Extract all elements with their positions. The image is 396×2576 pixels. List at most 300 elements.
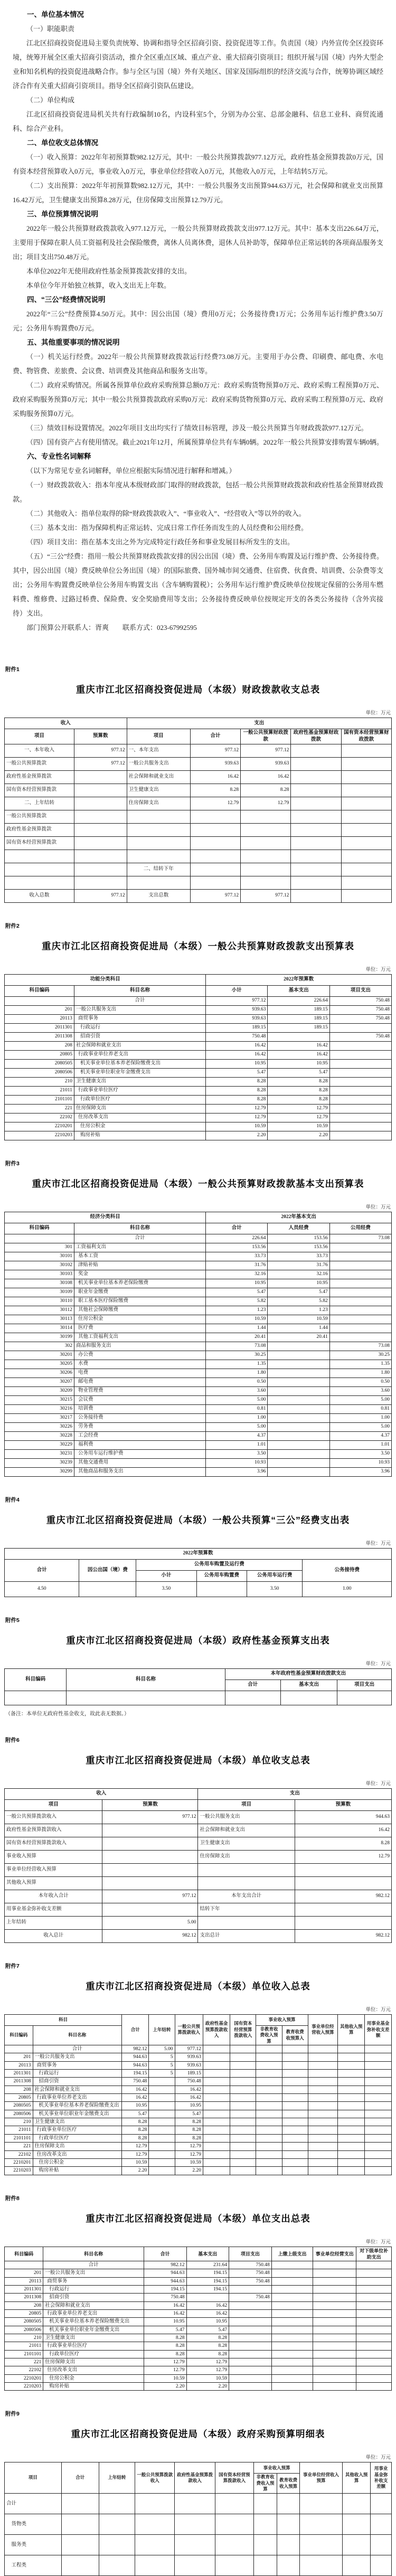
table-cell: 194.15 <box>186 2285 229 2293</box>
table-cell <box>356 2358 392 2366</box>
table-cell: 30201 <box>5 1351 74 1360</box>
table-cell: 办公费 <box>74 1351 205 1360</box>
table-cell <box>308 2167 337 2175</box>
table-cell: 2011308 <box>5 1032 74 1041</box>
table-cell: 公务用车运行维护费 <box>74 1449 205 1458</box>
column-header: 公务用车运行费 <box>247 1570 303 1581</box>
column-header: 本年政府性基金预算财政拨款支出 <box>225 1668 391 1679</box>
budget-table <box>4 718 392 903</box>
table-cell: 944.63 <box>122 2053 149 2061</box>
table-cell <box>5 1234 74 1243</box>
table-cell: 2.20 <box>175 2167 203 2175</box>
table-cell <box>203 2126 230 2134</box>
table-cell <box>241 810 291 823</box>
table-cell: 977.12 <box>102 1890 198 1903</box>
table-cell <box>341 744 391 757</box>
table-cell: 2210201 <box>5 2374 43 2382</box>
table-row <box>5 1288 392 1297</box>
attachment-label: 附件3 <box>5 1160 20 1167</box>
table-cell <box>256 2158 282 2166</box>
table-cell <box>74 770 127 784</box>
table-row <box>5 2374 392 2382</box>
table-cell <box>338 2078 365 2086</box>
table-cell <box>338 2086 365 2093</box>
table-cell: 750.48 <box>206 1032 268 1041</box>
table-cell <box>241 836 291 850</box>
attachment-label: 附件2 <box>5 922 20 929</box>
table-cell <box>291 823 341 836</box>
table-cell <box>268 1360 329 1369</box>
table-cell: 21011 <box>5 1086 74 1095</box>
paragraph: （二）其他收入：指单位取得的除“财政拨款收入”、“事业收入”、“经营收入”等以外的收入。 <box>26 509 306 517</box>
table-cell: 3.96 <box>329 1467 391 1476</box>
table-cell <box>203 2070 230 2078</box>
column-header: 项目支出 <box>329 985 391 996</box>
table-cell: 194.15 <box>186 2269 229 2277</box>
table-cell <box>230 2110 256 2118</box>
header-row <box>5 1223 392 1234</box>
attachment-5 <box>0 1616 396 1717</box>
table-cell <box>127 810 190 823</box>
attachment-label: 附件5 <box>5 1617 20 1624</box>
table-cell: 226.64 <box>268 996 329 1005</box>
table-cell: 20113 <box>5 2277 43 2285</box>
table-cell: 5 <box>149 2061 175 2069</box>
table-cell: 2.20 <box>268 1131 329 1140</box>
table-cell <box>338 2134 365 2142</box>
table-cell <box>282 2102 308 2110</box>
column-header: 事业单位经营收入预算 <box>300 2462 343 2493</box>
paragraph: （一）职能职责 <box>26 25 75 33</box>
table-row <box>5 1431 392 1440</box>
table-cell: 行政运行 <box>74 1023 205 1032</box>
table-cell <box>365 2118 392 2126</box>
table-cell: 一般公共服务支出 <box>127 757 190 770</box>
table-cell <box>329 1324 391 1333</box>
table-row <box>5 2118 392 2126</box>
table-row <box>5 1050 392 1059</box>
table-cell: 16.42 <box>268 1050 329 1059</box>
table-row <box>5 2534 392 2555</box>
column-header: 国有资本经营预算财政拨款 <box>341 729 391 744</box>
table-cell: 977.12 <box>241 744 291 757</box>
table-cell: 其他社会保障缴费 <box>74 1306 205 1315</box>
table-cell: 邮电费 <box>74 1377 205 1386</box>
table-cell: 5.47 <box>122 2110 149 2118</box>
table-cell <box>282 2126 308 2134</box>
table-cell <box>203 2158 230 2166</box>
table-cell: 2080505 <box>5 2102 33 2110</box>
table-row <box>5 2555 392 2575</box>
table-cell <box>230 2045 256 2053</box>
table-cell: 3.50 <box>247 1581 303 1597</box>
table-row <box>5 850 392 863</box>
table-cell <box>371 2493 392 2514</box>
table-cell: 20113 <box>5 2061 33 2069</box>
table-row <box>5 1324 392 1333</box>
budget-table <box>4 1212 392 1477</box>
table-row <box>5 1252 392 1261</box>
table-cell: 1.01 <box>206 1440 268 1449</box>
table-cell: 二、上年结转 <box>5 797 74 810</box>
table-cell <box>230 2118 256 2126</box>
table-cell <box>282 2045 308 2053</box>
table-cell: 行政事业单位医疗 <box>43 2342 144 2350</box>
table-cell: 3.50 <box>136 1581 196 1597</box>
table-cell <box>271 2342 313 2350</box>
table-cell <box>291 810 341 823</box>
table-cell: 982.12 <box>144 2261 186 2269</box>
column-header: 非教育收费收入预算 <box>256 2025 282 2045</box>
table-cell: 社会保障和就业支出 <box>74 1041 205 1050</box>
table-cell: 5.00 <box>206 1422 268 1431</box>
table-row <box>5 1691 392 1705</box>
table-row <box>5 2358 392 2366</box>
table-cell <box>190 810 240 823</box>
table-cell <box>74 836 127 850</box>
column-header: 小计 <box>206 985 268 996</box>
paragraph: （四）项目支出：指在基本支出之外为完成特定行政任务和事业发展目标所发生的支出。 <box>26 538 295 546</box>
table-row <box>5 1014 392 1023</box>
table-cell: 944.63 <box>144 2269 186 2277</box>
table-cell: 水费 <box>74 1360 205 1369</box>
table-cell <box>203 2053 230 2061</box>
table-cell: 10.59 <box>268 1122 329 1131</box>
table-cell <box>186 2294 229 2301</box>
column-header: 科目名称 <box>74 1223 205 1234</box>
table-cell: 5.00 <box>206 1395 268 1404</box>
table-cell: 10.93 <box>206 1458 268 1467</box>
table-cell: 行政事业单位养老支出 <box>74 1050 205 1059</box>
header-row <box>5 1212 392 1223</box>
table-cell: 977.12 <box>74 744 127 757</box>
table-cell <box>356 2374 392 2382</box>
table-row <box>5 2382 392 2390</box>
table-cell <box>74 863 127 876</box>
table-cell: 1.00 <box>303 1581 392 1597</box>
table-row <box>5 1395 392 1404</box>
table-cell <box>229 2309 272 2317</box>
table-cell: 982.12 <box>122 2045 149 2053</box>
table-cell <box>282 2053 308 2061</box>
table-cell <box>198 1916 295 1929</box>
table-cell: 20805 <box>5 2094 33 2102</box>
table-cell: 住房保障支出 <box>127 797 190 810</box>
table-cell: 189.15 <box>206 1023 268 1032</box>
table-cell <box>127 850 190 863</box>
table-cell <box>230 2158 256 2166</box>
table-row <box>5 2309 392 2317</box>
table-cell: 16.42 <box>190 770 240 784</box>
table-cell <box>61 2555 99 2575</box>
table-cell: 977.12 <box>241 889 291 902</box>
budget-table <box>4 2247 392 2391</box>
header-row <box>5 2462 392 2474</box>
column-header: 基本支出 <box>186 2247 229 2261</box>
table-cell: 一般公共预算拨款收入 <box>5 1810 102 1824</box>
table-cell: 21011 <box>5 2342 43 2350</box>
column-header: 政府性基金预算财政拨款 <box>291 729 341 744</box>
column-header: 公务用车购置费 <box>196 1570 247 1581</box>
table-row <box>5 2514 392 2534</box>
table-cell: 奖金 <box>74 1270 205 1279</box>
table-cell <box>135 2555 175 2575</box>
table-header <box>5 2014 392 2045</box>
table-cell: 5 <box>149 2070 175 2078</box>
table-cell: 10.95 <box>122 2102 149 2110</box>
table-cell <box>229 2374 272 2382</box>
table-cell <box>102 1837 198 1850</box>
table-cell: 行政运行 <box>43 2285 144 2293</box>
table-cell: 住房保障支出 <box>198 1850 295 1863</box>
table-header <box>5 974 392 996</box>
table-title: 重庆市江北区招商投资促进局（本级）财政拨款收支总表 <box>76 684 320 695</box>
table-header <box>5 718 392 744</box>
table-cell <box>291 797 341 810</box>
table-cell: 30207 <box>5 1377 74 1386</box>
table-cell <box>61 2514 99 2534</box>
table-cell: 221 <box>5 1104 74 1113</box>
table-cell: 商贸事务 <box>74 1014 205 1023</box>
table-cell: 939.63 <box>206 1005 268 1014</box>
table-cell <box>291 889 341 902</box>
table-title: 重庆市江北区招商投资促进局（本级）一般公共预算“三公”经费支出表 <box>46 1514 350 1525</box>
column-header: 非教育收费收入预算 <box>254 2474 277 2493</box>
table-cell: 201 <box>5 1005 74 1014</box>
table-cell <box>74 810 127 823</box>
table-cell <box>341 757 391 770</box>
paragraph: （四）国有资产占有使用情况。截止2021年12月，所属预算单位共有车辆0辆。2022年一般公共预算安排购置车辆0辆。 <box>26 438 384 446</box>
section-heading: 一、单位基本情况 <box>27 11 84 18</box>
table-cell <box>341 850 391 863</box>
table-cell: 8.28 <box>144 2334 186 2342</box>
table-cell: 事业单位经营收入预算 <box>5 1863 102 1876</box>
table-cell <box>256 2134 282 2142</box>
table-cell <box>308 2150 337 2158</box>
table-cell <box>365 2126 392 2134</box>
table-cell <box>313 2326 356 2334</box>
table-cell: 其他商品和服务支出 <box>74 1467 205 1476</box>
table-row <box>5 1342 392 1351</box>
paragraph: 江北区招商投资促进局主要负责统筹、协调和指导全区招商引资、投资促进等工作。负责国（境）内外宣传全区投资环境，统筹开展全区重大招商引资活动，推介全区重点区域、重点产业、重大招商引资项目；组织开展与国（境）内外大型企业和知名机构的投资促进战略合作。参与全区与国（境）外有关地区、国家及国际组织的经济交流与合作，统筹协调区域经济合作有关重大招商引资项目。指导全区招商引资队伍建设。 <box>13 39 384 90</box>
table-cell <box>291 850 341 863</box>
table-cell: 合计 <box>33 2045 122 2053</box>
table-cell <box>291 876 341 889</box>
table-row <box>5 2110 392 2118</box>
table-cell <box>338 2143 365 2150</box>
table-cell <box>271 2326 313 2334</box>
table-cell: 939.63 <box>206 1014 268 1023</box>
table-cell <box>271 2309 313 2317</box>
table-cell <box>365 2134 392 2142</box>
table-cell: 5.00 <box>329 1422 391 1431</box>
table-cell: 合计 <box>43 2261 144 2269</box>
table-cell: 本年支出合计 <box>198 1890 295 1903</box>
table-cell: 2011308 <box>5 2078 33 2086</box>
section-heading: 二、单位收支总体情况 <box>27 139 98 147</box>
table-cell <box>365 2158 392 2166</box>
table-cell: 939.63 <box>175 2061 203 2069</box>
table-cell: 10.95 <box>175 2102 203 2110</box>
paragraph: （二）单位构成 <box>26 96 75 104</box>
table-cell: 结转下年 <box>198 1903 295 1916</box>
table-cell <box>203 2061 230 2069</box>
table-cell <box>282 2167 308 2175</box>
table-cell: 10.59 <box>175 2158 203 2166</box>
table-cell <box>291 784 341 797</box>
table-cell: 行政单位医疗 <box>33 2134 122 2142</box>
table-cell <box>365 2061 392 2069</box>
table-cell <box>99 2534 135 2555</box>
table-cell <box>196 1581 247 1597</box>
table-cell: 住房公积金 <box>74 1122 205 1131</box>
table-cell <box>341 876 391 889</box>
table-cell: 2101101 <box>5 2134 33 2142</box>
table-cell: 301 <box>5 1243 74 1252</box>
table-cell <box>256 2102 282 2110</box>
table-cell <box>371 2534 392 2555</box>
table-cell: 行政事业单位医疗 <box>33 2126 122 2134</box>
column-header: 合计 <box>206 1223 268 1234</box>
table-cell: 1.01 <box>329 1440 391 1449</box>
table-cell <box>203 2045 230 2053</box>
table-cell: 8.28 <box>241 784 291 797</box>
column-header: 科目名称 <box>67 1668 225 1691</box>
table-cell: 750.48 <box>329 1014 391 1023</box>
table-cell: 153.56 <box>206 1243 268 1252</box>
table-cell <box>356 2342 392 2350</box>
table-cell <box>365 2150 392 2158</box>
table-cell: 977.12 <box>102 1810 198 1824</box>
table-cell <box>356 2269 392 2277</box>
table-cell: 一般公共预算拨款 <box>5 757 74 770</box>
table-cell: 30229 <box>5 1440 74 1449</box>
table-row <box>5 2342 392 2350</box>
attachment-label: 附件1 <box>5 666 20 673</box>
table-row <box>5 2261 392 2269</box>
table-cell <box>5 850 74 863</box>
table-cell: 977.12 <box>190 889 240 902</box>
table-cell <box>268 1458 329 1467</box>
table-cell: 2080505 <box>5 2318 43 2326</box>
column-header: 小计 <box>136 1570 196 1581</box>
column-header: 合计 <box>144 2247 186 2261</box>
table-cell: 10.93 <box>329 1458 391 1467</box>
table-cell: 物业管理费 <box>74 1386 205 1395</box>
table-cell: 8.28 <box>122 2118 149 2126</box>
table-cell: 行政事业单位养老支出 <box>43 2309 144 2317</box>
table-cell <box>313 2382 356 2390</box>
table-cell: 5 <box>149 2053 175 2061</box>
table-cell: 30226 <box>5 1422 74 1431</box>
table-row <box>5 2493 392 2514</box>
table-cell: 12.79 <box>122 2150 149 2158</box>
column-header: 一般公共预算拨款收入 <box>135 2462 175 2493</box>
table-row <box>5 2350 392 2358</box>
table-cell: 卫生健康支出 <box>74 1077 205 1086</box>
table-cell: 培训费 <box>74 1404 205 1413</box>
table-cell <box>271 2358 313 2366</box>
table-header <box>5 1668 392 1691</box>
table-cell: 3.96 <box>206 1467 268 1476</box>
table-cell: 招商引资 <box>43 2294 144 2301</box>
table-cell <box>308 2078 337 2086</box>
table-cell: 医疗费 <box>74 1324 205 1333</box>
table-cell: 750.48 <box>329 1005 391 1014</box>
table-cell <box>102 1850 198 1863</box>
table-row <box>5 2277 392 2285</box>
table-cell <box>256 2045 282 2053</box>
table-cell <box>365 2078 392 2086</box>
table-cell <box>271 2269 313 2277</box>
table-cell <box>277 2555 299 2575</box>
table-cell <box>190 863 240 876</box>
table-cell <box>203 2143 230 2150</box>
table-cell <box>308 2110 337 2118</box>
table-cell: 4.50 <box>5 1581 79 1597</box>
table-cell: 16.42 <box>144 2301 186 2309</box>
table-cell: 5.00 <box>329 1395 391 1404</box>
table-cell <box>102 1863 198 1876</box>
table-cell <box>282 2061 308 2069</box>
table-cell <box>102 1876 198 1890</box>
table-row <box>5 1041 392 1050</box>
table-cell <box>149 2078 175 2086</box>
table-row <box>5 889 392 902</box>
table-cell <box>268 1369 329 1377</box>
table-cell: 机关事业单位基本养老保险缴费支出 <box>33 2102 122 2110</box>
table-cell <box>203 2167 230 2175</box>
column-header: 国有资本经营预算拨款收入 <box>230 2014 256 2045</box>
section-heading: 六、专业性名词解释 <box>27 452 91 460</box>
table-cell: 一般公共服务支出 <box>74 1005 205 1014</box>
table-cell <box>271 2334 313 2342</box>
table-cell <box>198 1876 295 1890</box>
table-cell <box>365 2094 392 2102</box>
table-cell: 5.47 <box>268 1068 329 1077</box>
table-cell: 卫生健康支出 <box>33 2118 122 2126</box>
table-cell <box>271 2261 313 2269</box>
table-cell <box>256 2150 282 2158</box>
table-cell <box>313 2285 356 2293</box>
table-cell <box>254 2514 277 2534</box>
table-cell: 住房改革支出 <box>74 1113 205 1122</box>
table-cell <box>102 1824 198 1837</box>
table-cell <box>329 1050 391 1059</box>
table-cell <box>229 2334 272 2342</box>
column-header: 公务用车购置及运行费 <box>136 1559 303 1570</box>
table-cell: 977.12 <box>206 996 268 1005</box>
table-cell: 行政运行 <box>33 2070 122 2078</box>
table-cell <box>149 2150 175 2158</box>
table-cell <box>149 2086 175 2093</box>
table-cell: 一般公共服务支出 <box>198 1810 295 1824</box>
table-cell <box>341 770 391 784</box>
table-cell <box>256 2061 282 2069</box>
column-header: 基本支出 <box>280 1679 337 1691</box>
attachment-4 <box>0 1496 396 1597</box>
table-cell <box>230 2167 256 2175</box>
column-header: 合计 <box>225 1679 280 1691</box>
table-cell <box>74 784 127 797</box>
table-cell <box>135 2534 175 2555</box>
table-cell: 机关事业单位职业年金缴费支出 <box>33 2110 122 2118</box>
table-cell <box>308 2118 337 2126</box>
table-row <box>5 2158 392 2166</box>
table-cell <box>203 2102 230 2110</box>
unit-label: 单位：万元 <box>365 1661 391 1667</box>
table-cell: 33.73 <box>268 1252 329 1261</box>
